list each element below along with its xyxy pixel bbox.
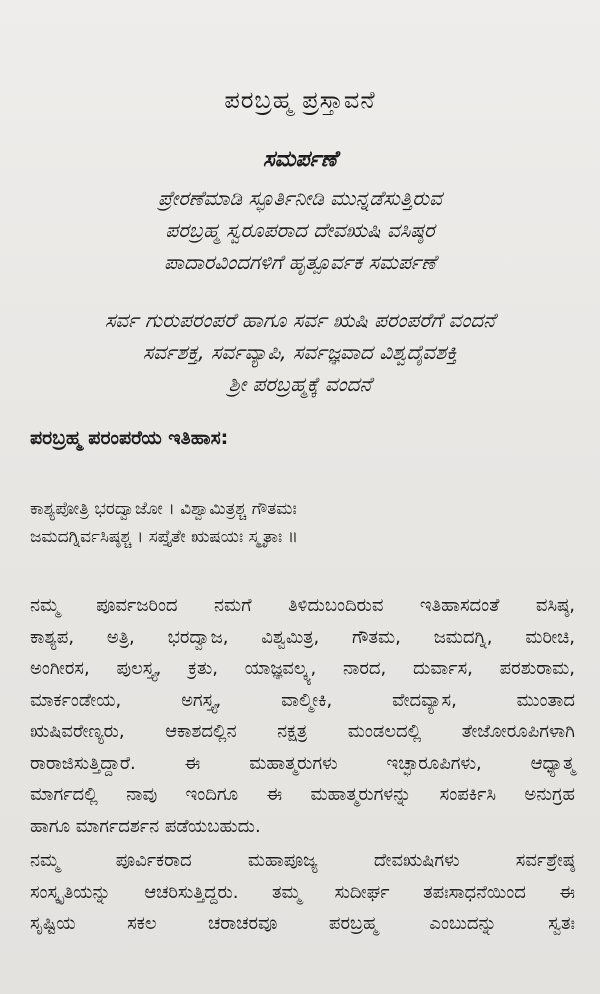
shloka-line: ಜಮದಗ್ನಿರ್ವಸಿಷ್ಠಶ್ಚ । ಸಪ್ತೈತೇ ಋಷಯಃ ಸ್ಮೃತಾಃ ॥: [30, 527, 299, 547]
dedication-text: [0, 182, 600, 278]
paragraph-line: ಮಾರ್ಕಂಡೇಯ, ಅಗಸ್ತ್ಯ, ವಾಲ್ಮೀಕಿ, ವೇದವ್ಯಾಸ, ಮುಂತಾದ: [30, 689, 575, 711]
paragraph-line: ಋಷಿವರೇಣ್ಯರು, ಆಕಾಶದಲ್ಲಿನ ನಕ್ಷತ್ರ ಮಂಡಲದಲ್ಲಿ ತೇಜೋರೂಪಿಗಳಾಗಿ: [30, 721, 575, 742]
paragraph-line: ಅಂಗೀರಸ, ಪುಲಸ್ತ್ಯ, ಕ್ರತು, ಯಾಜ್ಞವಲ್ಕ್ಯ, ನಾರದ, ದುರ್ವಾಸ, ಪರಶುರಾಮ,: [30, 658, 575, 679]
paragraph-line: ನಮ್ಮ ಪೂರ್ವಿಕರಾದ ಮಹಾಪೂಜ್ಯ ದೇವಋಷಿಗಳು ಸರ್ವಶ್ರೇಷ್ಠ: [30, 850, 575, 871]
dedication-heading: ಸಮರ್ಪಣೆ: [262, 147, 338, 172]
paragraph-line: ನಮ್ಮ ಪೂರ್ವಜರಿಂದ ನಮಗೆ ತಿಳಿದುಬಂದಿರುವ ಇತಿಹಾಸದಂತೆ ವಸಿಷ್ಠ,: [30, 595, 575, 616]
shloka-line: ಕಾಶ್ಯಪೋತ್ರಿ ಭರದ್ವಾಜೋ । ವಿಶ್ವಾಮಿತ್ರಶ್ಚ ಗೌತಮಃ: [30, 499, 297, 519]
section-heading: ಪರಬ್ರಹ್ಮ ಪರಂಪರೆಯ ಇತಿಹಾಸ:: [30, 427, 229, 449]
salutation-line: ಶ್ರೀ ಪರಬ್ರಹ್ಮಕ್ಕೆ ವಂದನೆ: [228, 372, 372, 396]
dedication-line: ಪಾದಾರವಿಂದಗಳಿಗೆ ಹೃತ್ಪೂರ್ವಕ ಸಮರ್ಪಣೆ: [164, 250, 436, 274]
paragraph-line: ಸೃಷ್ಟಿಯ ಸಕಲ ಚರಾಚರವೂ ಪರಬ್ರಹ್ಮ ಎಂಬುದನ್ನು ಸ್ವತಃ: [30, 913, 575, 934]
paragraph-line: ಮಾರ್ಗದಲ್ಲಿ ನಾವು ಇಂದಿಗೂ ಈ ಮಹಾತ್ಮರುಗಳನ್ನು ಸಂಪರ್ಕಿಸಿ ಅನುಗ್ರಹ: [30, 784, 575, 805]
salutation-line: ಸರ್ವಶಕ್ತ, ಸರ್ವವ್ಯಾಪಿ, ಸರ್ವಜ್ಞವಾದ ವಿಶ್ವದೈವಶಕ್ತಿ: [142, 340, 458, 364]
paragraph-line: ರಾರಾಜಿಸುತ್ತಿದ್ದಾರೆ. ಈ ಮಹಾತ್ಮರುಗಳು ಇಚ್ಛಾರೂಪಿಗಳು, ಆಧ್ಯಾತ್ಮ: [30, 752, 575, 774]
dedication-line: ಪ್ರೇರಣೆಮಾಡಿ ಸ್ಫೂರ್ತಿನೀಡಿ ಮುನ್ನಡೆಸುತ್ತಿರುವ: [158, 186, 442, 210]
dedication-line: ಪರಬ್ರಹ್ಮ ಸ್ವರೂಪರಾದ ದೇವಋಷಿ ವಸಿಷ್ಠರ: [165, 218, 435, 242]
salutation-line: ಸರ್ವ ಗುರುಪರಂಪರೆ ಹಾಗೂ ಸರ್ವ ಋಷಿ ಪರಂಪರೆಗೆ ವಂದನೆ: [104, 308, 496, 332]
shloka-verse: [30, 495, 298, 551]
paragraph-2: [30, 845, 575, 940]
paragraph-line: ಸಂಸ್ಕೃತಿಯನ್ನು ಆಚರಿಸುತ್ತಿದ್ದರು. ತಮ್ಮ ಸುದೀರ್ಘ ತಪಃಸಾಧನೆಯಿಂದ ಈ: [30, 881, 575, 903]
paragraph-line: ಹಾಗೂ ಮಾರ್ಗದರ್ಶನ ಪಡೆಯಬಹುದು.: [30, 815, 261, 837]
page-title: ಪರಬ್ರಹ್ಮ ಪ್ರಸ್ತಾವನೆ: [224, 86, 376, 114]
salutation-text: [0, 304, 600, 400]
paragraph-1: [30, 590, 575, 842]
paragraph-line: ಕಾಶ್ಯಪ, ಅತ್ರಿ, ಭರದ್ವಾಜ, ವಿಶ್ವಮಿತ್ರ, ಗೌತಮ, ಜಮದಗ್ನಿ, ಮರೀಚಿ,: [30, 626, 575, 648]
